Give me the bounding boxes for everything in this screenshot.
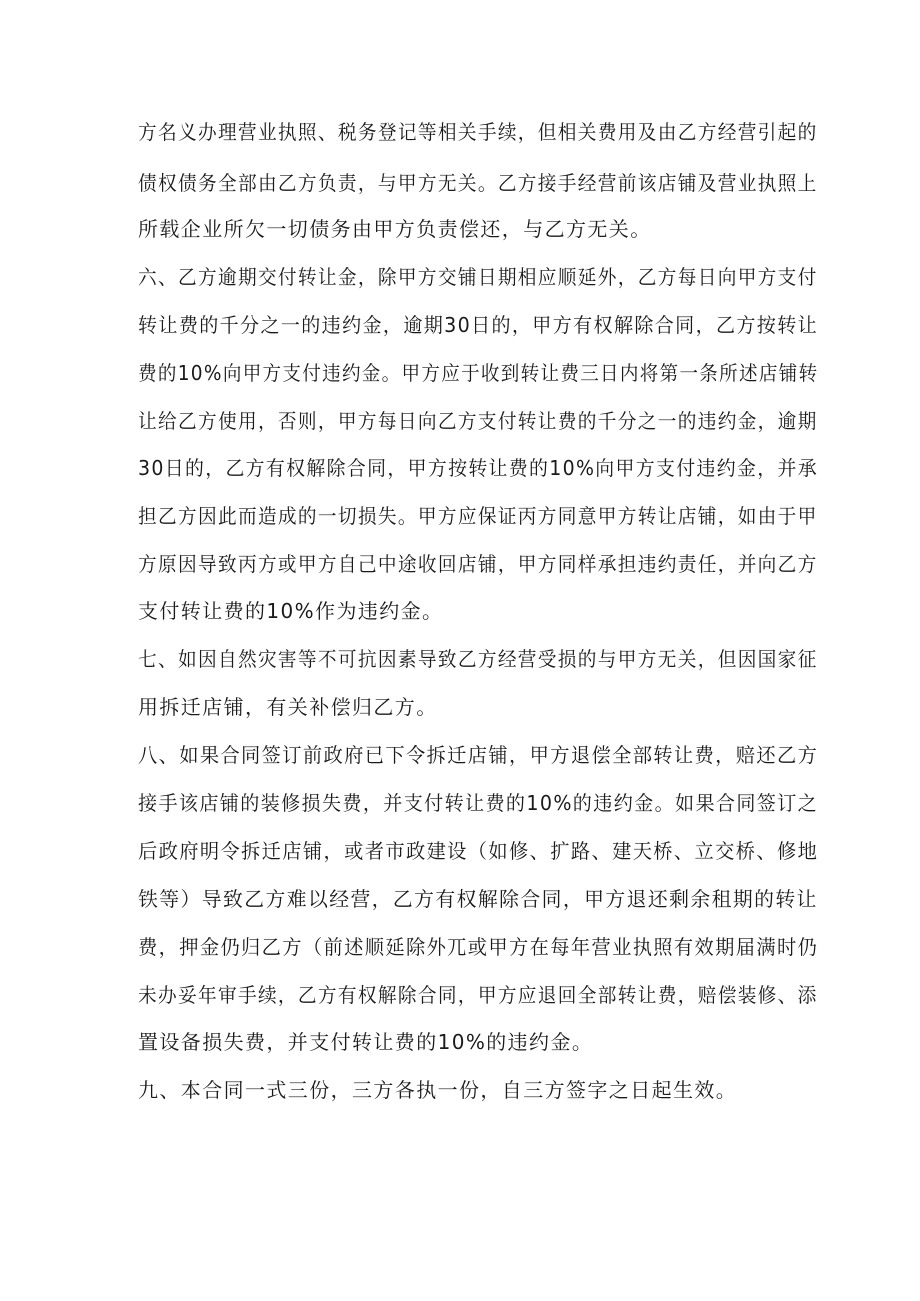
text-line: 支付转让费的10%作为违约金。 — [138, 599, 444, 623]
text-line: 后政府明令拆迁店铺，或者市政建设（如修、扩路、建天桥、立交桥、修地 — [138, 839, 819, 863]
text-line: 六、乙方逾期交付转让金，除甲方交铺日期相应顺延外，乙方每日向甲方支付 — [138, 265, 818, 289]
text-line: 费，押金仍归乙方（前述顺延除外兀或甲方在每年营业执照有效期届满时仍 — [138, 935, 819, 959]
text-line: 30日的，乙方有权解除合同，甲方按转让费的10%向甲方支付违约金，并承 — [138, 456, 818, 480]
text-line: 让给乙方使用，否则，甲方每日向乙方支付转让费的千分之一的违约金，逾期 — [138, 409, 818, 433]
text-line: 八、如果合同签订前政府已下令拆迁店铺，甲方退偿全部转让费，赔还乙方 — [138, 743, 819, 767]
text-line: 方名义办理营业执照、税务登记等相关手续，但相关费用及由乙方经营引起的 — [138, 120, 818, 144]
text-line: 所载企业所欠一切债务由甲方负责偿还，与乙方无关。 — [138, 217, 652, 241]
text-line: 置设备损失费，并支付转让费的10%的违约金。 — [138, 1030, 594, 1054]
text-line: 九、本合同一式三份，三方各执一份，自三方签字之日起生效。 — [138, 1078, 738, 1102]
text-line: 接手该店铺的装修损失费，并支付转让费的10%的违约金。如果合同签订之 — [138, 791, 819, 815]
text-line: 未办妥年审手续，乙方有权解除合同，甲方应退回全部转让费，赔偿装修、添 — [138, 983, 818, 1007]
text-line: 担乙方因此而造成的一切损失。甲方应保证丙方同意甲方转让店铺，如由于甲 — [138, 504, 818, 528]
text-line: 铁等）导致乙方难以经营，乙方有权解除合同，甲方退还剩余租期的转让 — [138, 887, 818, 911]
text-line: 方原因导致丙方或甲方自己中途收回店铺，甲方同样承担违约责任，并向乙方 — [138, 552, 818, 576]
text-line: 转让费的千分之一的违约金，逾期30日的，甲方有权解除合同，乙方按转让 — [138, 313, 819, 337]
text-line: 用拆迁店铺，有关补偿归乙方。 — [138, 695, 438, 719]
text-line: 七、如因自然灾害等不可抗因素导致乙方经营受损的与甲方无关，但因国家征 — [138, 647, 818, 671]
text-line: 费的10%向甲方支付违约金。甲方应于收到转让费三日内将第一条所述店铺转 — [138, 361, 819, 385]
text-line: 债权债务全部由乙方负责，与甲方无关。乙方接手经营前该店铺及营业执照上 — [138, 171, 818, 195]
